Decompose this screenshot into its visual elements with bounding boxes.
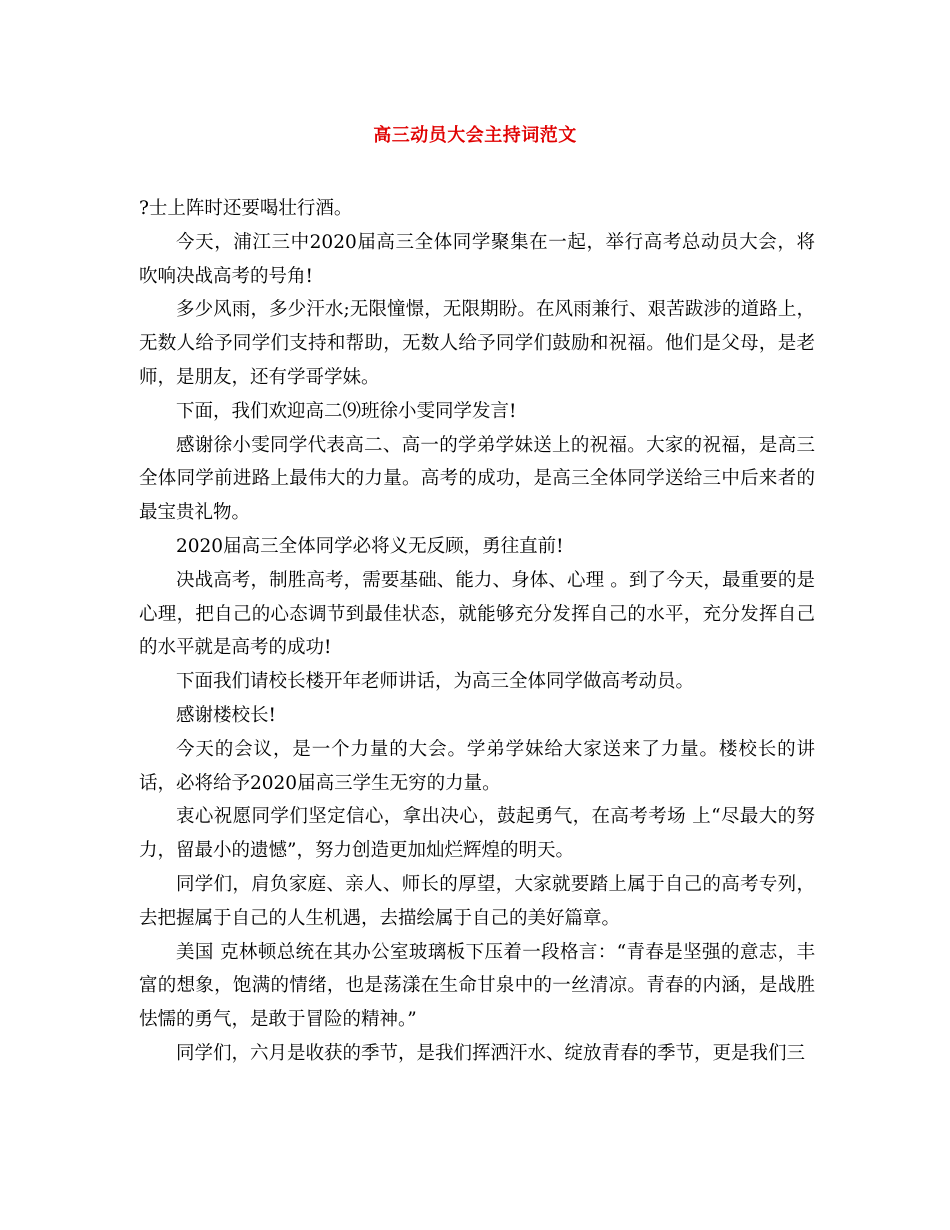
paragraph-6: 2020届高三全体同学必将义无反顾，勇往直前!: [176, 535, 564, 557]
paragraph-4: 下面，我们欢迎高二⑼班徐小雯同学发言!: [176, 400, 517, 422]
paragraph-5: 感谢徐小雯同学代表高二、高一的学弟学妹送上的祝福。大家的祝福，是高三全体同学前进路上最伟大的力量。高考的成功，是高三全体同学送给三中后来者的最宝贵礼物。: [139, 434, 815, 524]
paragraph-13: 美国 克林顿总统在其办公室玻璃板下压着一段格言：“青春是坚强的意志，丰富的想象，饱满的情绪，也是荡漾在生命甘泉中的一丝清凉。青春的内涵，是战胜怯懦的勇气，是敢于冒险的精神。”: [139, 941, 815, 1031]
paragraph-11: 衷心祝愿同学们坚定信心，拿出决心，鼓起勇气，在高考考场 上“尽最大的努力，留最小的遗憾”，努力创造更加灿烂辉煌的明天。: [139, 806, 815, 862]
paragraph-14: 同学们，六月是收获的季节，是我们挥洒汗水、绽放青春的季节，更是我们三: [176, 1042, 806, 1064]
paragraph-1: ?士上阵时还要喝壮行酒。: [139, 198, 353, 219]
paragraph-7: 决战高考，制胜高考，需要基础、能力、身体、心理 。到了今天，最重要的是心理，把自己的心态调节到最佳状态，就能够充分发挥自己的水平，充分发挥自己的水平就是高考的成功!: [139, 569, 815, 659]
document-title: 高三动员大会主持词范文: [373, 125, 577, 146]
paragraph-8: 下面我们请校长楼开年老师讲话，为高三全体同学做高考动员。: [176, 671, 695, 693]
document-body: [139, 192, 815, 1071]
paragraph-2: 今天，浦江三中2020届高三全体同学聚集在一起，举行高考总动员大会，将吹响决战高考的号角!: [139, 231, 815, 287]
paragraph-9: 感谢楼校长!: [176, 704, 276, 726]
paragraph-12: 同学们，肩负家庭、亲人、师长的厚望，大家就要踏上属于自己的高考专列，去把握属于自己的人生机遇，去描绘属于自己的美好篇章。: [139, 873, 815, 929]
paragraph-3: 多少风雨，多少汗水;无限憧憬，无限期盼。在风雨兼行、艰苦跋涉的道路上，无数人给予同学们支持和帮助，无数人给予同学们鼓励和祝福。他们是父母，是老师，是朋友，还有学哥学妹。: [139, 299, 815, 388]
paragraph-10: 今天的会议，是一个力量的大会。学弟学妹给大家送来了力量。楼校长的讲话，必将给予2020届高三学生无穷的力量。: [139, 738, 815, 794]
